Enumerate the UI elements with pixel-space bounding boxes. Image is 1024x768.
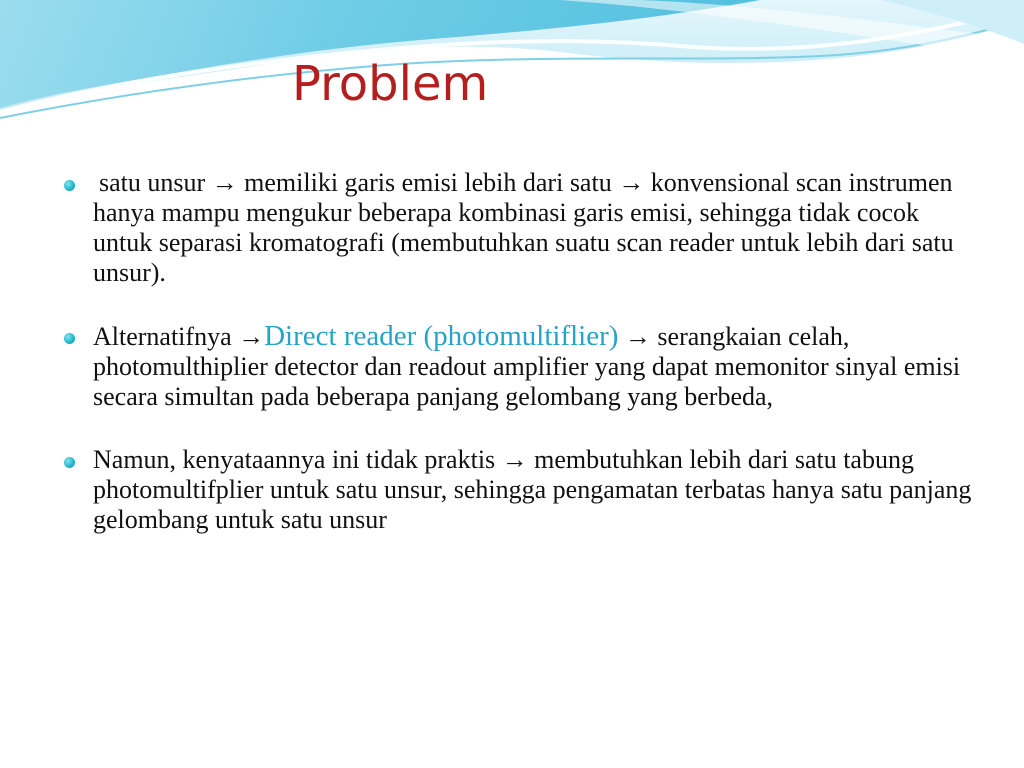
- bullet-dot-icon: [64, 333, 75, 344]
- bullet-text-2-suffix: → serangkaian celah, photomulthiplier detector dan readout amplifier yang dapat memonitor sinyal emisi secara simultan pada beberapa panjang gelombang yang berbeda,: [93, 322, 961, 411]
- bullet-dot-icon: [64, 457, 75, 468]
- bullet-dot-icon: [64, 180, 75, 191]
- bullet-list: [60, 168, 980, 568]
- decorative-wave-header: [0, 0, 1024, 130]
- bullet-text-2-prefix: Alternatifnya →: [93, 322, 265, 351]
- slide-title: Problem: [292, 56, 489, 112]
- bullet-item-3: [60, 445, 980, 535]
- bullet-text-1: satu unsur → memiliki garis emisi lebih dari satu → konvensional scan instrumen hanya mampu mengukur beberapa kombinasi garis emisi, sehingga tidak cocok untuk separasi kromatografi (membutuhkan suatu scan reader untuk lebih dari satu unsur).: [93, 168, 954, 287]
- bullet-text-2-highlight: Direct reader (photomultiflier): [264, 320, 619, 352]
- bullet-item-1: [60, 168, 980, 288]
- bullet-text-3: Namun, kenyataannya ini tidak praktis → membutuhkan lebih dari satu tabung photomultifplier untuk satu unsur, sehingga pengamatan terbatas hanya satu panjang gelombang untuk satu unsur: [93, 445, 972, 534]
- bullet-item-2: [60, 321, 980, 412]
